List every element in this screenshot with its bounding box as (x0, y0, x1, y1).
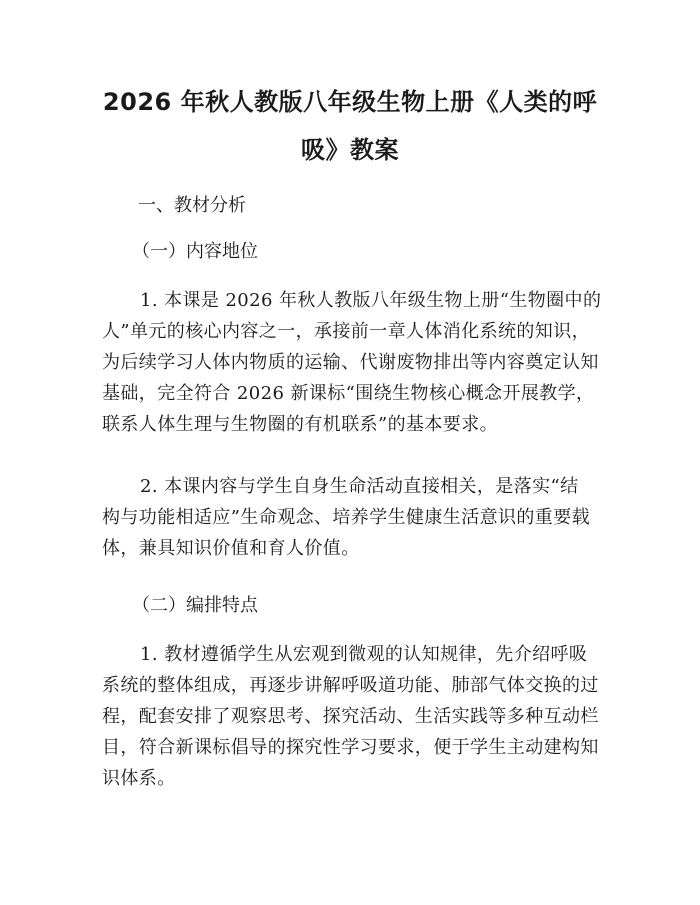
paragraph-line: 1. 本课是 2026 年秋人教版八年级生物上册“生物圈中的 (140, 290, 602, 311)
paragraph-line: 联系人体生理与生物圈的有机联系”的基本要求。 (102, 414, 498, 435)
paragraph-arrangement-1 (102, 639, 602, 794)
paragraph-line: 2. 本课内容与学生自身生命活动直接相关，是落实“结 (140, 476, 579, 497)
subsection-heading-arrangement: （二）编排特点 (132, 595, 258, 616)
paragraph-line: 人”单元的核心内容之一，承接前一章人体消化系统的知识， (102, 321, 590, 342)
paragraph-line: 1. 教材遵循学生从宏观到微观的认知规律，先介绍呼吸 (140, 644, 588, 665)
section-heading-textbook-analysis: 一、教材分析 (138, 195, 246, 216)
title-line-2: 吸》教案 (301, 136, 399, 164)
paragraph-line: 目，符合新课标倡导的探究性学习要求，便于学生主动建构知 (102, 737, 599, 758)
paragraph-line: 程，配套安排了观察思考、探究活动、生活实践等多种互动栏 (102, 706, 599, 727)
paragraph-content-position-1 (102, 285, 602, 440)
paragraph-line: 为后续学习人体内物质的运输、代谢废物排出等内容奠定认知 (102, 352, 599, 373)
paragraph-line: 构与功能相适应”生命观念、培养学生健康生活意识的重要载 (102, 507, 590, 528)
paragraph-line: 基础，完全符合 2026 新课标“围绕生物核心概念开展教学， (102, 383, 595, 404)
paragraph-content-position-2 (102, 471, 602, 564)
title-line-1: 2026 年秋人教版八年级生物上册《人类的呼 (102, 88, 598, 116)
document-title (98, 78, 602, 174)
paragraph-line: 识体系。 (102, 768, 176, 789)
subsection-heading-content-position: （一）内容地位 (132, 241, 258, 262)
paragraph-line: 体，兼具知识价值和育人价值。 (102, 538, 360, 559)
paragraph-line: 系统的整体组成，再逐步讲解呼吸道功能、肺部气体交换的过 (102, 675, 599, 696)
